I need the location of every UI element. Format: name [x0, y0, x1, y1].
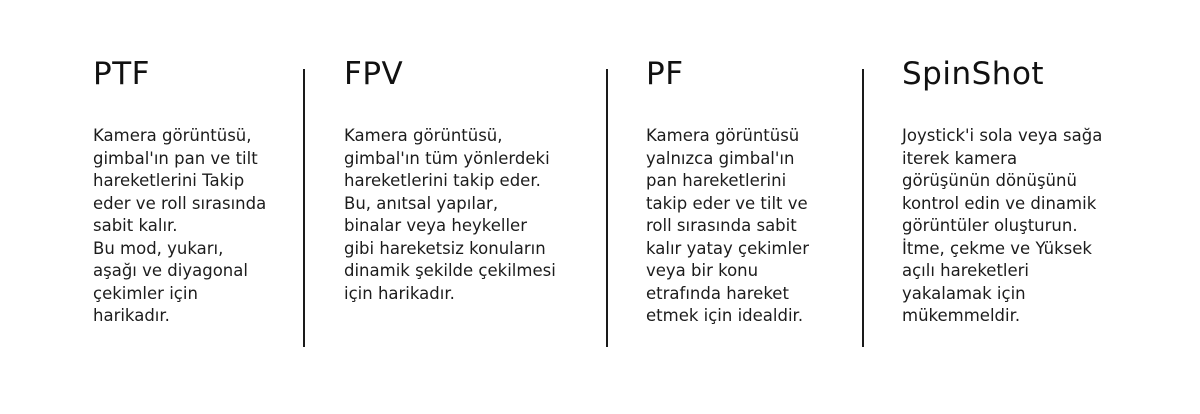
- column-fpv: [344, 0, 584, 414]
- column-text-spinshot: Joystick'i sola veya sağa iterek kamera görüşünün dönüşünü kontrol edin ve dinamik görüntüler oluşturun. İtme, çekme ve Yüksek açılı hareketleri yakalamak için mükemmeldir.: [902, 126, 1103, 325]
- column-divider: [862, 69, 864, 347]
- column-spinshot: [902, 0, 1142, 414]
- column-text-fpv: Kamera görüntüsü, gimbal'ın tüm yönlerdeki hareketlerini takip eder. Bu, anıtsal yapılar, binalar veya heykeller gibi hareketsiz konuların dinamik şekilde çekilmesi için harikadır.: [344, 126, 556, 303]
- column-pf: [646, 0, 846, 414]
- column-divider: [303, 69, 305, 347]
- column-text-pf: Kamera görüntüsü yalnızca gimbal'ın pan hareketlerini takip eder ve tilt ve roll sırasında sabit kalır yatay çekimler veya bir konu etrafında hareket etmek için idealdir.: [646, 126, 809, 325]
- column-title-fpv: FPV: [344, 56, 404, 92]
- column-title-spinshot: SpinShot: [902, 56, 1045, 92]
- column-text-ptf: Kamera görüntüsü, gimbal'ın pan ve tilt hareketlerini Takip eder ve roll sırasında sabit kalır. Bu mod, yukarı, aşağı ve diyagonal çekimler için harikadır.: [93, 126, 267, 325]
- column-title-pf: PF: [646, 56, 684, 92]
- column-ptf: [93, 0, 293, 414]
- column-title-ptf: PTF: [93, 56, 150, 92]
- column-divider: [606, 69, 608, 347]
